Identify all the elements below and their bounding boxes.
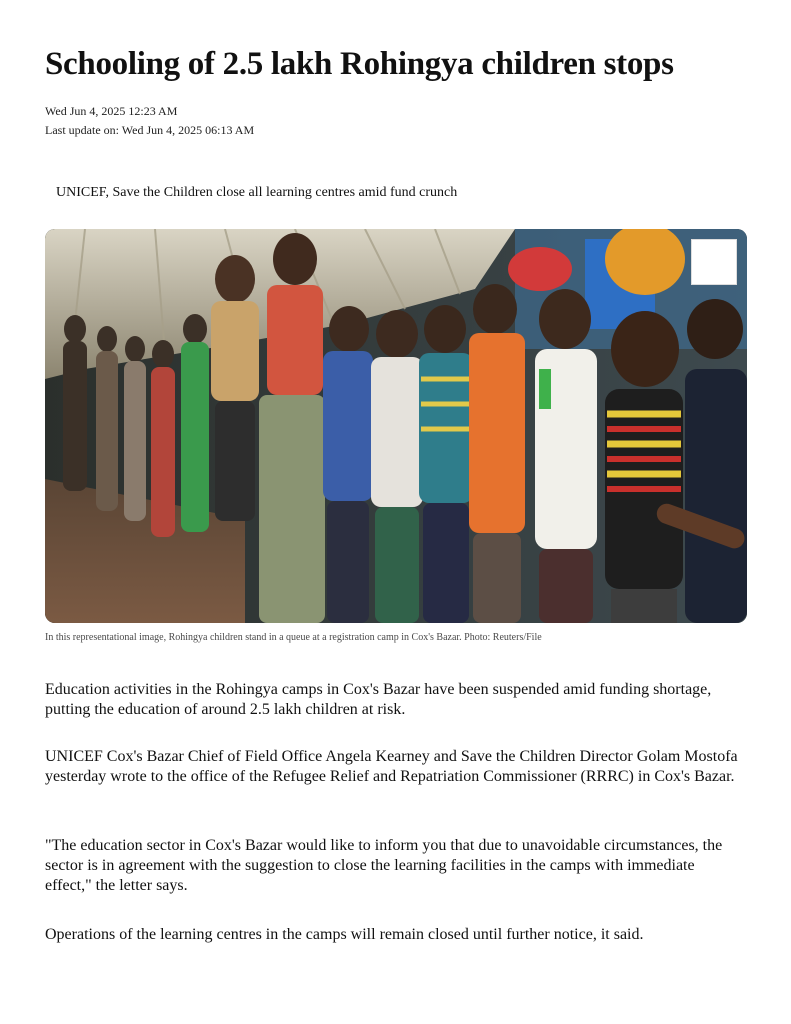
article-photo — [45, 229, 747, 623]
published-timestamp: Wed Jun 4, 2025 12:23 AM — [45, 104, 178, 118]
article-subheadline: UNICEF, Save the Children close all learning centres amid fund crunch — [56, 185, 458, 200]
photo-caption: In this representational image, Rohingya children stand in a queue at a registration camp in Cox's Bazar. Photo: Reuters/File — [45, 632, 542, 643]
article-paragraph: Education activities in the Rohingya camps in Cox's Bazar have been suspended amid funding shortage, putting the education of around 2.5 lakh children at risk. — [45, 681, 712, 718]
last-update-timestamp: Last update on: Wed Jun 4, 2025 06:13 AM — [45, 123, 255, 137]
photo-badge — [691, 239, 737, 285]
article-paragraph: "The education sector in Cox's Bazar would like to inform you that due to unavoidable circumstances, the sector is in agreement with the suggestion to close the learning facilities in the camps with immediate effect," the letter says. — [45, 837, 723, 894]
article-paragraph: UNICEF Cox's Bazar Chief of Field Office Angela Kearney and Save the Children Director Golam Mostofa yesterday wrote to the office of the Refugee Relief and Repatriation Commissioner (RRRC) in Cox's Bazar. — [45, 748, 738, 785]
article-paragraph: Operations of the learning centres in the camps will remain closed until further notice, it said. — [45, 926, 644, 943]
children-queue-illustration — [45, 229, 747, 623]
article-headline: Schooling of 2.5 lakh Rohingya children stops — [45, 46, 674, 82]
